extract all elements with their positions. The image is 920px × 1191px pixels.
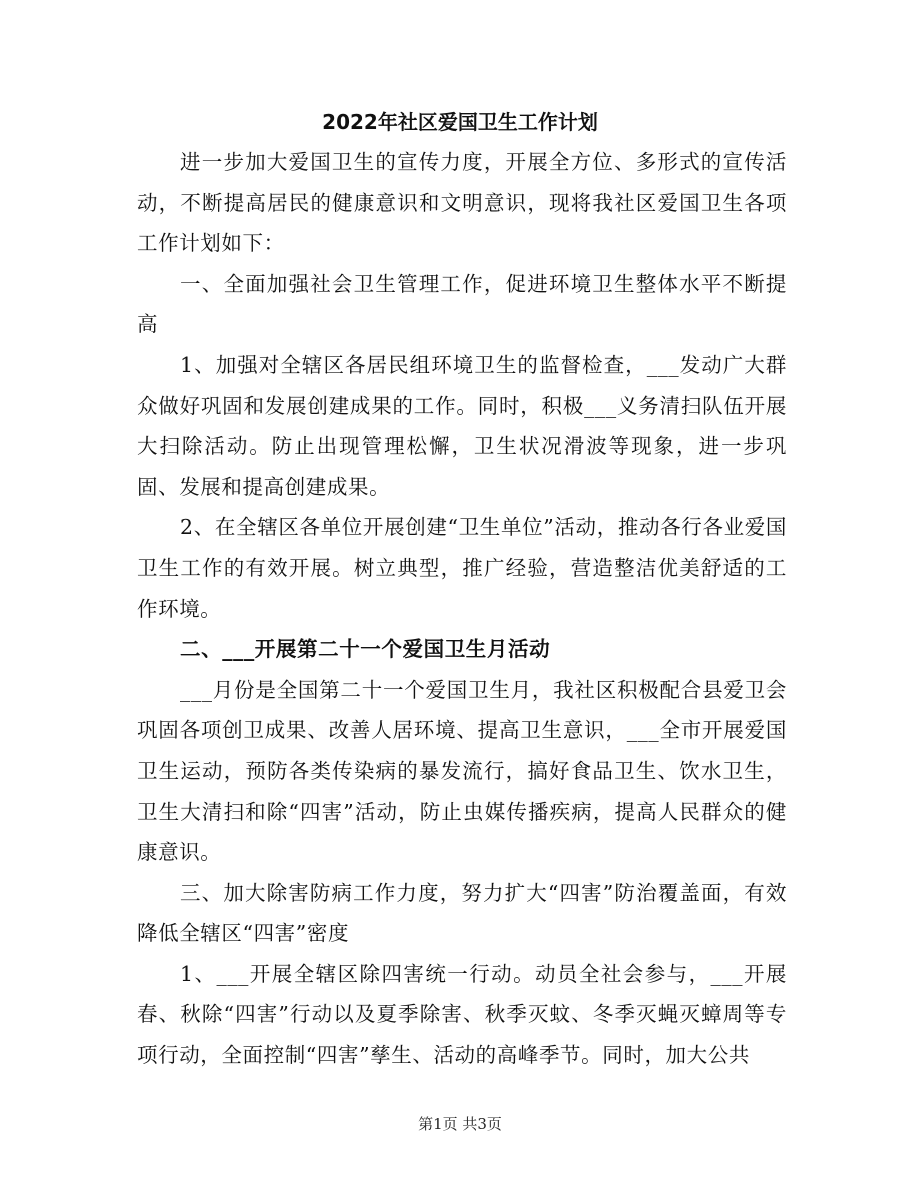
paragraph-item: 2、在全辖区各单位开展创建“卫生单位”活动，推动各行各业爱国卫生工作的有效开展。树立典型，推广经验，营造整洁优美舒适的工作环境。 <box>137 515 787 621</box>
section-heading-2: 二、___开展第二十一个爱国卫生月活动 <box>180 637 551 662</box>
paragraph-item: ___月份是全国第二十一个爱国卫生月，我社区积极配合县爱卫会巩固各项创卫成果、改善人居环境、提高卫生意识，___全市开展爱国卫生运动，预防各类传染病的暴发流行，搞好食品卫生、饮水卫生，卫生大清扫和除“四害”活动，防止虫媒传播疾病，提高人民群众的健康意识。 <box>137 677 787 865</box>
section-heading-3: 三、加大除害防病工作力度，努力扩大“四害”防治覆盖面，有效降低全辖区“四害”密度 <box>137 880 787 946</box>
section-heading-1: 一、全面加强社会卫生管理工作，促进环境卫生整体水平不断提高 <box>137 271 787 337</box>
document-title: 2022年社区爱国卫生工作计划 <box>322 110 598 134</box>
paragraph-item: 1、___开展全辖区除四害统一行动。动员全社会参与，___开展春、秋除“四害”行动以及夏季除害、秋季灭蚊、冬季灭蝇灭蟑周等专项行动，全面控制“四害”孳生、活动的高峰季节。同时，加大公共 <box>137 961 787 1068</box>
paragraph-intro: 进一步加大爱国卫生的宣传力度，开展全方位、多形式的宣传活动，不断提高居民的健康意识和文明意识，现将我社区爱国卫生各项工作计划如下： <box>137 150 787 256</box>
page-footer: 第1页 共3页 <box>418 1115 502 1133</box>
paragraph-item: 1、加强对全辖区各居民组环境卫生的监督检查，___发动广大群众做好巩固和发展创建成果的工作。同时，积极___义务清扫队伍开展大扫除活动。防止出现管理松懈，卫生状况滑波等现象，进一步巩固、发展和提高创建成果。 <box>137 352 787 499</box>
document-body <box>137 142 787 1076</box>
